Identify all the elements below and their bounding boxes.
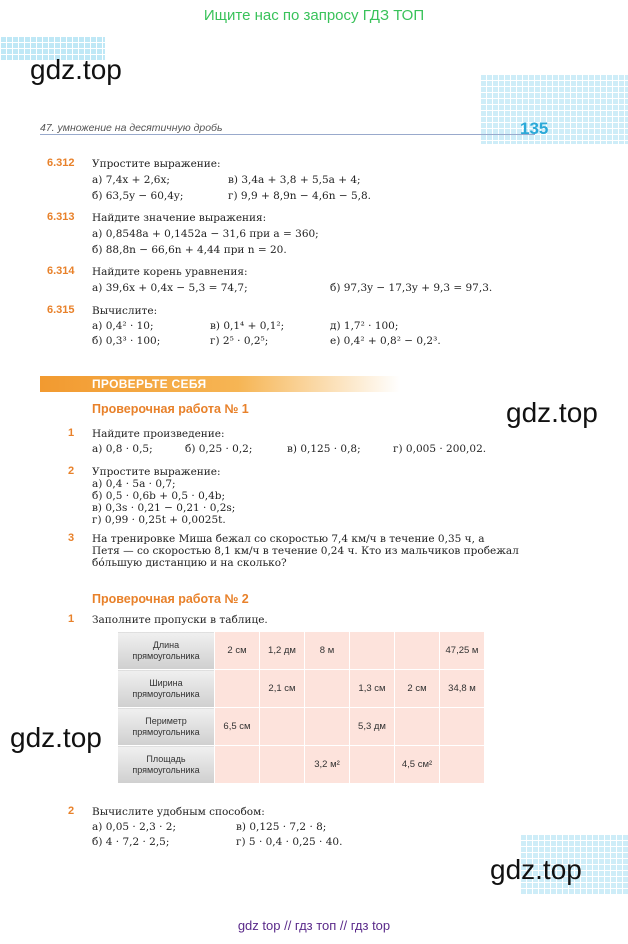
problem-item: е) 0,4² + 0,8² − 0,2³.: [330, 335, 441, 347]
table-cell: [215, 746, 260, 784]
table-cell: [305, 670, 350, 708]
question-item: б) 4 · 7,2 · 2,5;: [92, 836, 170, 848]
problem-item: а) 7,4x + 2,6x;: [92, 174, 170, 186]
question-number: 1: [68, 427, 75, 439]
work2-title: Проверочная работа № 2: [92, 592, 249, 606]
table-cell: [305, 708, 350, 746]
question-item: а) 0,8 · 0,5;: [92, 443, 153, 455]
problem-item: д) 1,7² · 100;: [330, 320, 399, 332]
footer-links[interactable]: gdz top // гдз топ // гдз top: [237, 918, 391, 933]
section-header: 47. умножение на десятичную дробь: [40, 122, 223, 134]
table-cell: [440, 708, 485, 746]
problem-item: а) 0,8548a + 0,1452a − 31,6 при a = 360;: [92, 228, 319, 240]
question-text: бóльшую дистанцию и на сколько?: [92, 557, 287, 569]
question-item: в) 0,3s · 0,21 − 0,21 · 0,2s;: [92, 502, 236, 514]
problem-item: б) 88,8n − 66,6n + 4,44 при n = 20.: [92, 244, 287, 256]
problem-item: в) 0,1⁴ + 0,1²;: [210, 320, 285, 332]
table-row: [118, 632, 485, 670]
table-cell: [395, 632, 440, 670]
table-cell: 2 см: [395, 670, 440, 708]
table-cell: 47,25 м: [440, 632, 485, 670]
table-cell: 2,1 см: [260, 670, 305, 708]
table-cell: 5,3 дм: [350, 708, 395, 746]
table-row: [118, 746, 485, 784]
table-cell: [215, 670, 260, 708]
problem-item: б) 97,3y − 17,3y + 9,3 = 97,3.: [330, 282, 493, 294]
table-cell: 6,5 см: [215, 708, 260, 746]
question-number: 1: [68, 613, 75, 625]
table-cell: [260, 708, 305, 746]
table-row: [118, 708, 485, 746]
watermark: gdz.top: [10, 722, 102, 753]
work1-title: Проверочная работа № 1: [92, 402, 249, 416]
table-cell: 1,2 дм: [260, 632, 305, 670]
watermark: gdz.top: [506, 397, 598, 428]
question-title: Найдите произведение:: [92, 428, 225, 440]
problem-item: в) 3,4a + 3,8 + 5,5a + 4;: [228, 174, 361, 186]
top-banner[interactable]: Ищите нас по запросу ГДЗ ТОП: [203, 7, 425, 24]
question-item: а) 0,05 · 2,3 · 2;: [92, 821, 177, 833]
question-text: На тренировке Миша бежал со скоростью 7,4 км/ч в течение 0,35 ч, а: [92, 533, 485, 545]
problem-title: Вычислите:: [92, 305, 158, 317]
question-item: в) 0,125 · 0,8;: [287, 443, 361, 455]
check-yourself-banner: [40, 376, 400, 392]
table-cell: 34,8 м: [440, 670, 485, 708]
question-number: 3: [68, 532, 75, 544]
row-header: Периметр прямоугольника: [118, 708, 215, 746]
problem-number: 6.312: [47, 157, 75, 169]
table-cell: 1,3 см: [350, 670, 395, 708]
problem-title: Найдите корень уравнения:: [92, 266, 248, 278]
problem-item: а) 0,4² · 10;: [92, 320, 154, 332]
row-header: Площадь прямоугольника: [118, 746, 215, 784]
question-item: а) 0,4 · 5a · 0,7;: [92, 478, 176, 490]
question-item: г) 0,99 · 0,25t + 0,0025t.: [92, 514, 226, 526]
watermark: gdz.top: [30, 54, 122, 85]
problem-number: 6.313: [47, 211, 75, 223]
question-item: г) 5 · 0,4 · 0,25 · 40.: [236, 836, 343, 848]
table-row: [118, 670, 485, 708]
question-item: в) 0,125 · 7,2 · 8;: [236, 821, 327, 833]
banner-title: ПРОВЕРЬТЕ СЕБЯ: [92, 377, 207, 391]
table-cell: 2 см: [215, 632, 260, 670]
table-cell: 4,5 см²: [395, 746, 440, 784]
watermark: gdz.top: [490, 854, 582, 885]
question-item: б) 0,5 · 0,6b + 0,5 · 0,4b;: [92, 490, 226, 502]
problem-title: Найдите значение выражения:: [92, 212, 267, 224]
table-cell: [260, 746, 305, 784]
page-number: 135: [520, 119, 549, 138]
problem-title: Упростите выражение:: [92, 158, 221, 170]
textbook-page: [0, 34, 628, 909]
problem-item: б) 63,5y − 60,4y;: [92, 190, 184, 202]
problem-number: 6.314: [47, 265, 75, 277]
table-cell: [350, 746, 395, 784]
header-divider: [40, 134, 535, 135]
question-item: б) 0,25 · 0,2;: [185, 443, 253, 455]
problem-item: б) 0,3³ · 100;: [92, 335, 161, 347]
problem-item: а) 39,6x + 0,4x − 5,3 = 74,7;: [92, 282, 248, 294]
question-number: 2: [68, 465, 75, 477]
table-cell: [395, 708, 440, 746]
row-header: Длина прямоугольника: [118, 632, 215, 670]
problem-item: г) 2⁵ · 0,2⁵;: [210, 335, 269, 347]
question-title: Вычислите удобным способом:: [92, 806, 265, 818]
table-cell: 3,2 м²: [305, 746, 350, 784]
table-cell: [440, 746, 485, 784]
question-title: Заполните пропуски в таблице.: [92, 614, 268, 626]
table-cell: [350, 632, 395, 670]
row-header: Ширина прямоугольника: [118, 670, 215, 708]
problem-number: 6.315: [47, 304, 75, 316]
table-cell: 8 м: [305, 632, 350, 670]
rectangle-table: [117, 631, 485, 784]
question-number: 2: [68, 805, 75, 817]
question-title: Упростите выражение:: [92, 466, 221, 478]
problem-item: г) 9,9 + 8,9n − 4,6n − 5,8.: [228, 190, 372, 202]
question-text: Петя — со скоростью 8,1 км/ч в течение 0,24 ч. Кто из мальчиков пробежал: [92, 545, 519, 557]
question-item: г) 0,005 · 200,02.: [393, 443, 487, 455]
